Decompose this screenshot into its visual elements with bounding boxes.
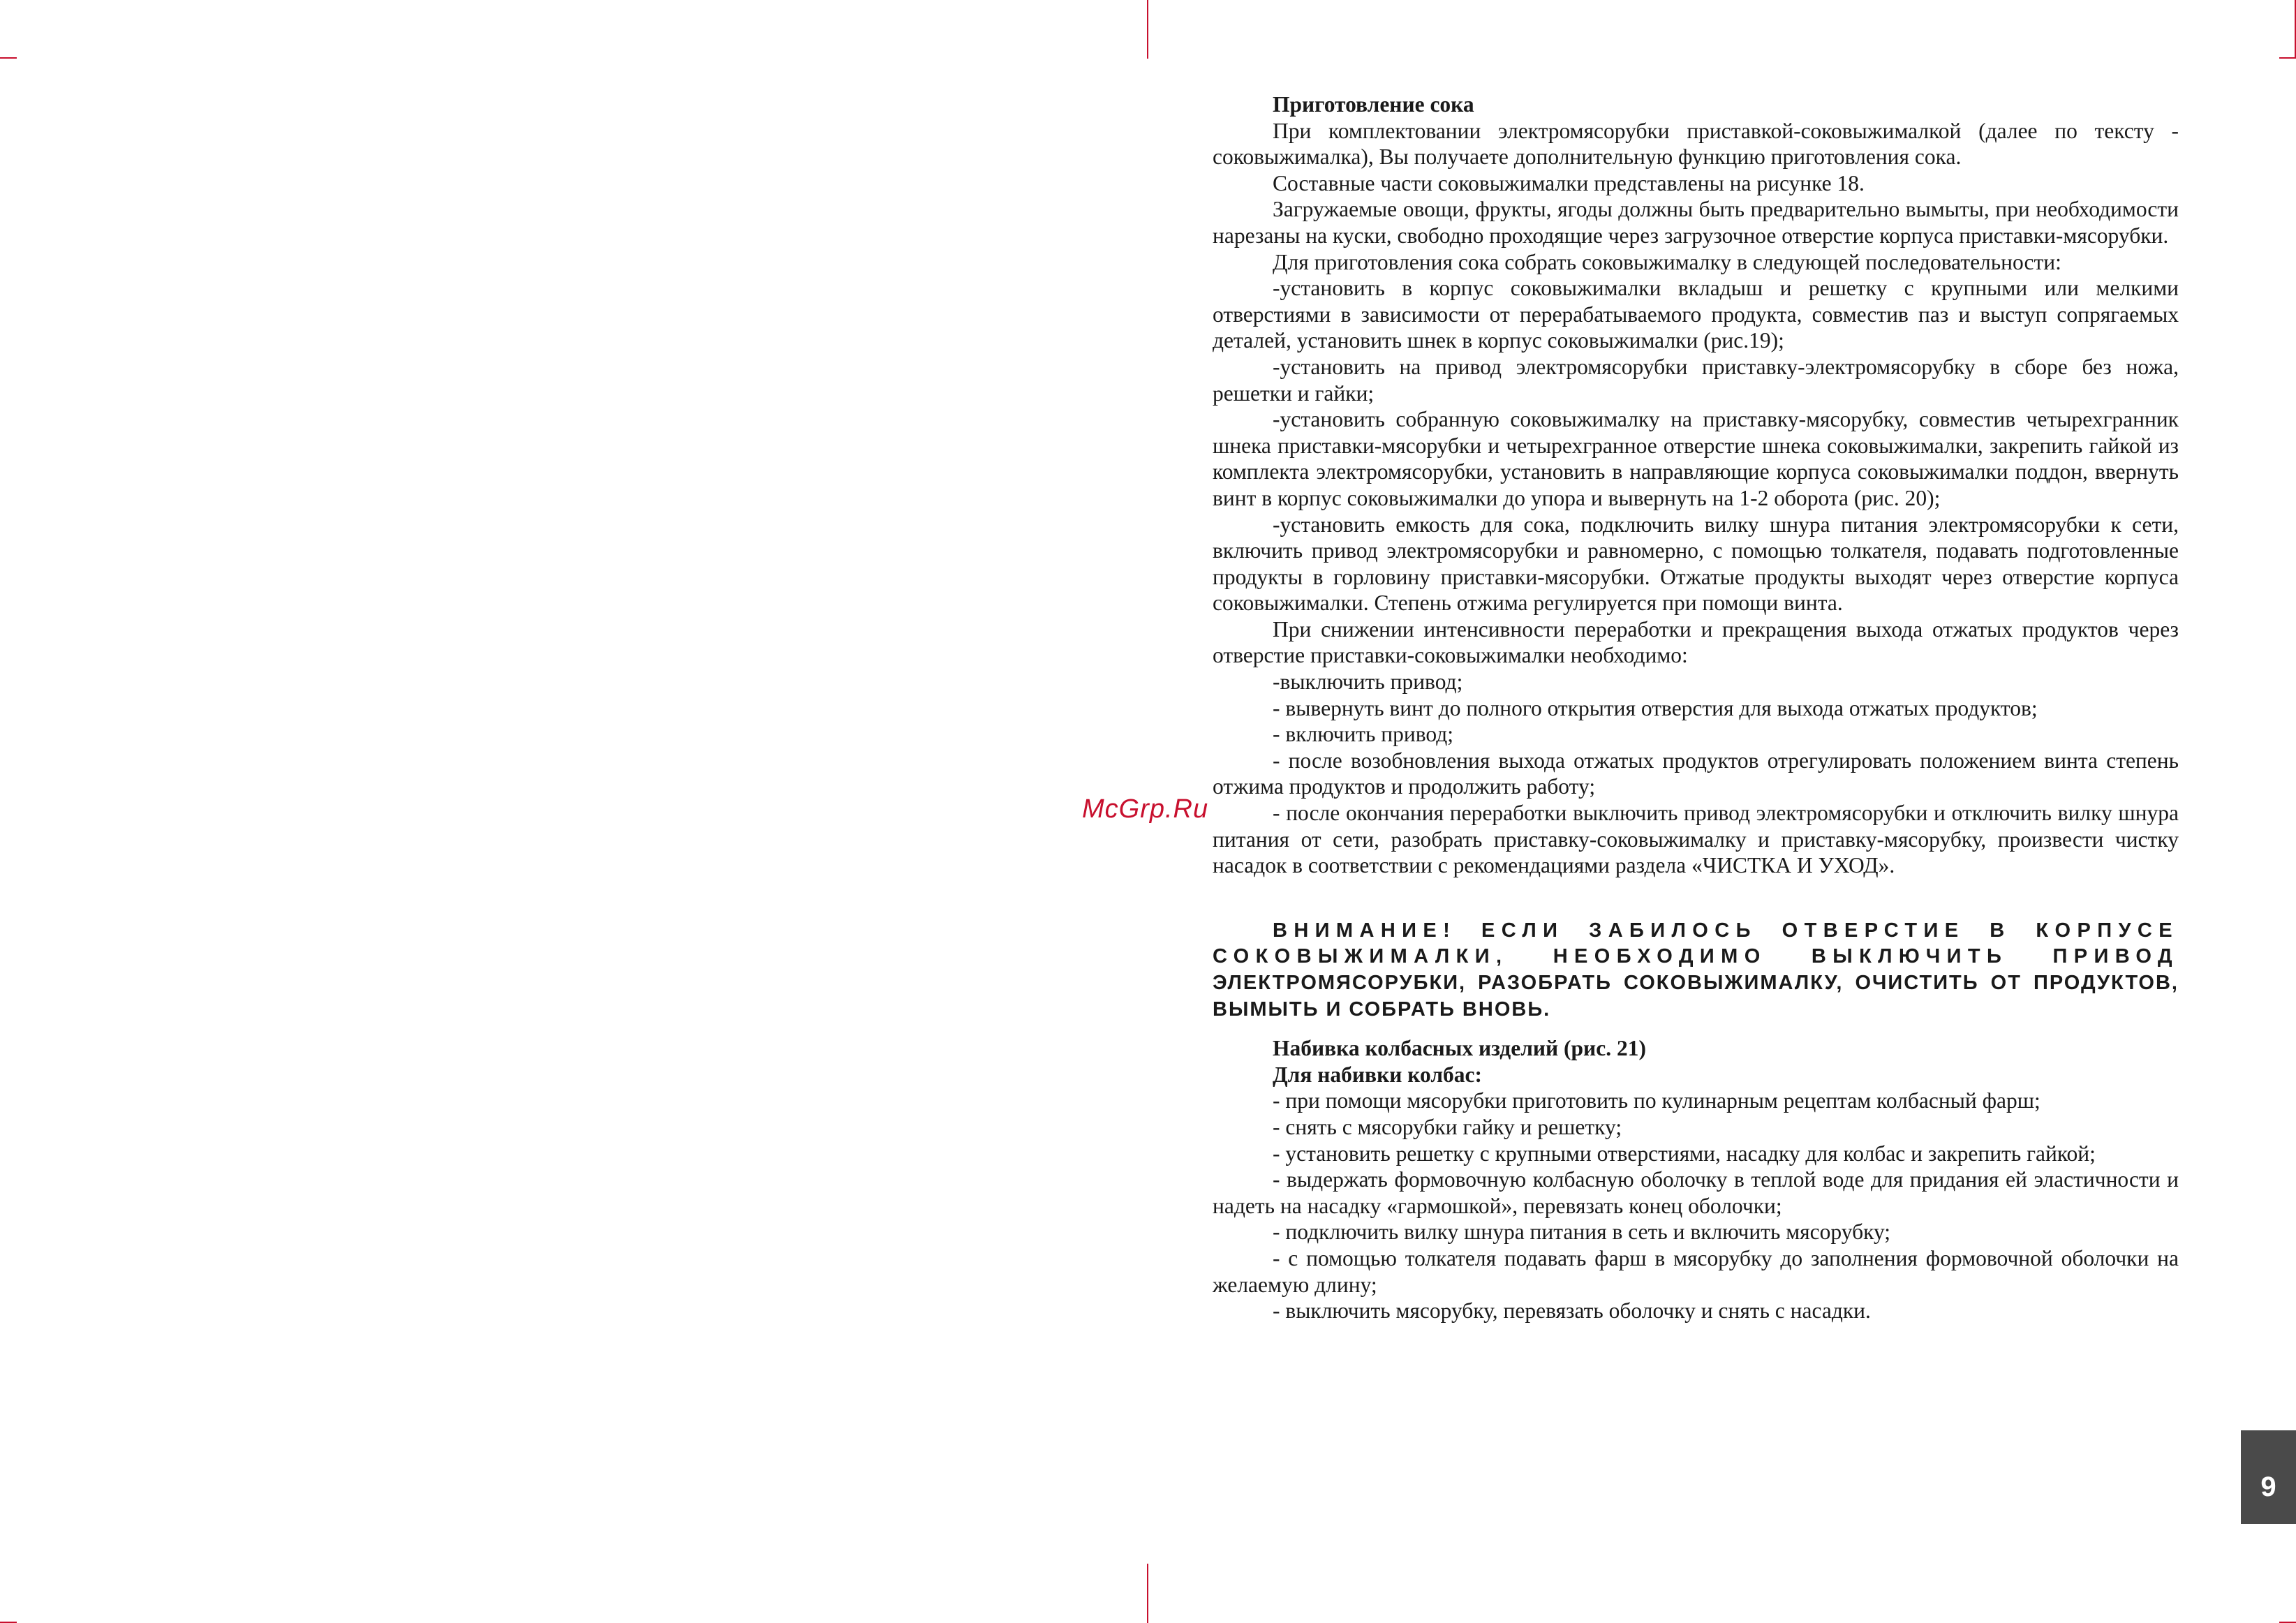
- page-number-tab: [2241, 1430, 2296, 1524]
- crop-mark-top-center: [1147, 0, 1148, 59]
- paragraph: Составные части соковыжималки представлены на рисунке 18.: [1273, 170, 1865, 195]
- list-item: - снять с мясорубки гайку и решетку;: [1273, 1114, 1622, 1139]
- section-heading-juice: Приготовление сока: [1273, 92, 1474, 117]
- warning-line-1: ВНИМАНИЕ! ЕСЛИ ЗАБИЛОСЬ ОТВЕРСТИЕ В КОРПУСЕ СОКОВЫЖИМАЛКИ, НЕОБХОДИМО ВЫКЛЮЧИТЬ ПРИВОД: [1213, 919, 2179, 968]
- crop-mark-top-left: [0, 57, 17, 59]
- list-item: - выдержать формовочную колбасную оболочку в теплой воде для придания ей эластичности и надеть на насадку «гармошкой», перевязать конец оболочки;: [1213, 1167, 2179, 1218]
- list-item: - при помощи мясорубки приготовить по кулинарным рецептам колбасный фарш;: [1273, 1088, 2041, 1113]
- step-item: -выключить привод;: [1273, 669, 1463, 695]
- page-content: [1213, 91, 2179, 1324]
- warning-line-2: ЭЛЕКТРОМЯСОРУБКИ, РАЗОБРАТЬ СОКОВЫЖИМАЛКУ, ОЧИСТИТЬ ОТ ПРОДУКТОВ, ВЫМЫТЬ И СОБРАТЬ ВНОВЬ.: [1213, 972, 2179, 1021]
- step-item: -установить в корпус соковыжималки вкладыш и решетку с крупными или мелкими отверстиями в зависимости от перерабатываемого продукта, совместив паз и выступ сопрягаемых деталей, установить шнек в корпус соковыжималки (рис.19);: [1213, 276, 2179, 353]
- list-item: - установить решетку с крупными отверстиями, насадку для колбас и закрепить гайкой;: [1273, 1141, 2096, 1166]
- subheading-sausage: Для набивки колбас:: [1273, 1062, 1482, 1087]
- step-item: -установить емкость для сока, подключить вилку шнура питания электромясорубки к сети, включить привод электромясорубки и равномерно, с помощью толкателя, подавать подготовленные продукты в горловину приставки-мясорубки. Отжатые продукты выходят через отверстие корпуса соковыжималки. Степень отжима регулируется при помощи винта.: [1213, 512, 2179, 616]
- crop-mark-bottom-center: [1147, 1564, 1148, 1623]
- warning-block: [1213, 918, 2179, 1023]
- list-item: - с помощью толкателя подавать фарш в мясорубку до заполнения формовочной оболочки на желаемую длину;: [1213, 1245, 2179, 1297]
- watermark: McGrp.Ru: [1082, 794, 1209, 824]
- paragraph: При снижении интенсивности переработки и прекращения выхода отжатых продуктов через отверстие приставки-соковыжималки необходимо:: [1213, 616, 2179, 668]
- step-item: -установить на привод электромясорубки приставку-электромясорубку в сборе без ножа, решетки и гайки;: [1213, 354, 2179, 406]
- step-item: - включить привод;: [1273, 722, 1454, 747]
- step-item: - после окончания переработки выключить привод электромясорубки и отключить вилку шнура питания от сети, разобрать приставку-соковыжималку и приставку-мясорубку, произвести чистку насадок в соответствии с рекомендациями раздела «ЧИСТКА И УХОД».: [1213, 801, 2179, 878]
- step-item: - после возобновления выхода отжатых продуктов отрегулировать положением винта степень отжима продуктов и продолжить работу;: [1213, 748, 2179, 799]
- step-item: - вывернуть винт до полного открытия отверстия для выхода отжатых продуктов;: [1273, 695, 2038, 720]
- list-item: - подключить вилку шнура питания в сеть и включить мясорубку;: [1273, 1220, 1891, 1245]
- step-item: -установить собранную соковыжималку на приставку-мясорубку, совместив четырехгранник шнека приставки-мясорубки и четырехгранное отверстие шнека соковыжималки, закрепить гайкой из комплекта электромясорубки, установить в направляющие корпуса соковыжималки поддон, ввернуть винт в корпус соковыжималки до упора и вывернуть на 1-2 оборота (рис. 20);: [1213, 407, 2179, 510]
- paragraph: Загружаемые овощи, фрукты, ягоды должны быть предварительно вымыты, при необходимости нарезаны на куски, свободно проходящие через загрузочное отверстие корпуса приставки-мясорубки.: [1213, 197, 2179, 248]
- list-item: - выключить мясорубку, перевязать оболочку и снять с насадки.: [1273, 1298, 1871, 1324]
- page-number: 9: [2260, 1472, 2276, 1502]
- section-heading-sausage: Набивка колбасных изделий (рис. 21): [1273, 1036, 1646, 1061]
- paragraph: Для приготовления сока собрать соковыжималку в следующей последовательности:: [1273, 249, 2061, 274]
- crop-mark-top-right: [2279, 57, 2296, 59]
- paragraph: При комплектовании электромясорубки приставкой-соковыжималкой (далее по тексту - соковыжималка), Вы получаете дополнительную функцию приготовления сока.: [1213, 118, 2179, 170]
